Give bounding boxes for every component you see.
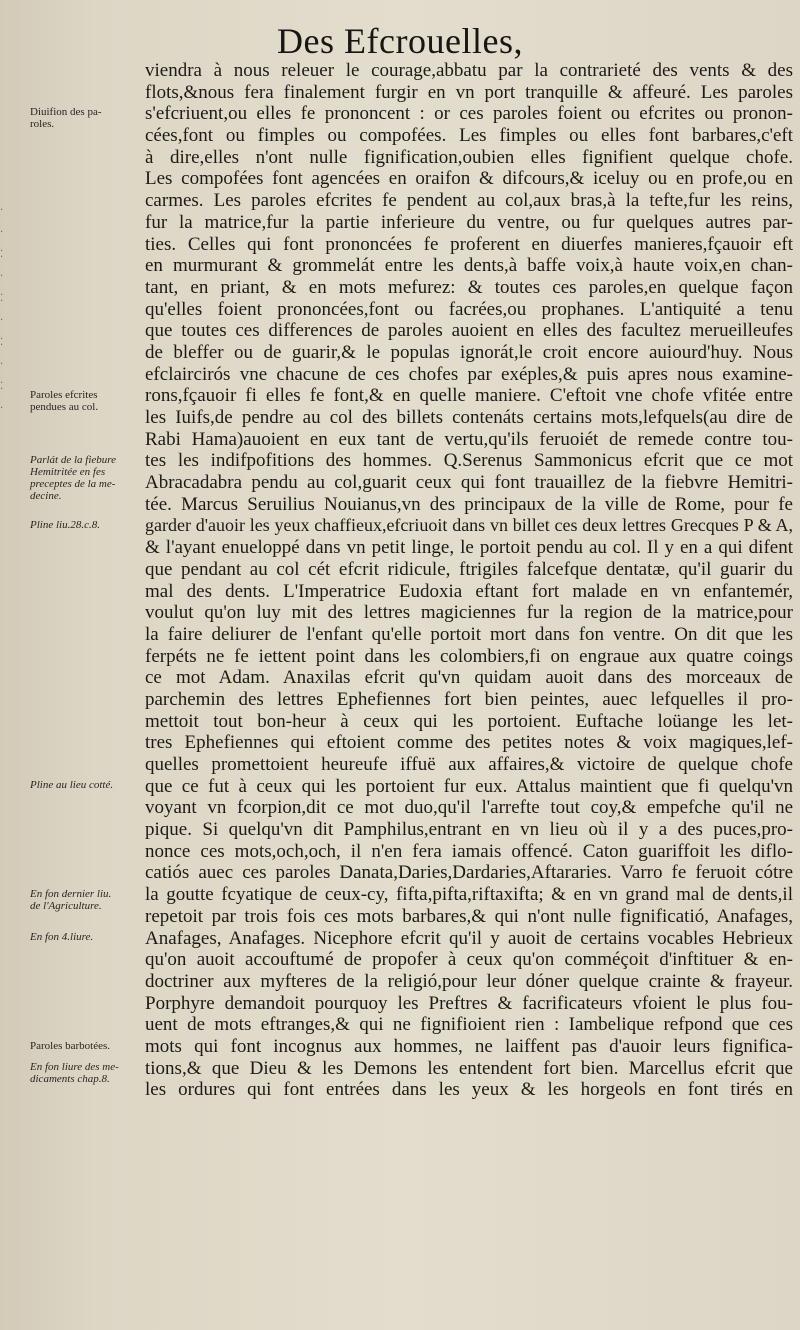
text-line: que pendant au col cét efcrit ridicule, ftrigiles falcefque dentatæ, qu'il guarir du <box>145 558 793 580</box>
margin-note-line: dicaments chap.8. <box>30 1073 110 1086</box>
margin-note-line: preceptes de la me- <box>30 477 116 490</box>
margin-note-line: En fon dernier liu. <box>30 887 112 900</box>
margin-note <box>30 888 142 912</box>
page-edge-marks: · · ⁚ · ⁚ · ⁚ · ⁚ · <box>0 205 4 414</box>
text-line: rons,fçauoir fi elles fe font,& en quelle maniere. C'eftoit vne chofe vfitée entre <box>145 385 793 407</box>
text-line: Porphyre demandoit pourquoy les Preftres & facrificateurs vfoient le plus fou- <box>145 992 793 1014</box>
margin-note-line: Pline liu.28.c.8. <box>30 518 100 531</box>
text-line: quelles promettoient heureufe iffuë aux affaires,& victoire de quelque chofe <box>145 754 793 775</box>
text-line: nonce ces mots,och,och, il n'en fera iamais offencé. Caton guariffoit les diflo- <box>145 840 793 862</box>
page-title: Des Efcrouelles, <box>277 21 523 61</box>
margin-note-line: Parlát de la fiebure <box>30 453 117 466</box>
text-line: mal des dents. L'Imperatrice Eudoxia eftant fort malade en vn enfantemér, <box>145 580 793 602</box>
text-line: mots qui font incognus aux hommes, ne laiffent pas d'auoir leurs fignifica- <box>145 1035 793 1057</box>
text-line: repetoit par trois fois ces mots barbares,& qui n'ont nulle fignificatió, Anafages, <box>145 905 793 927</box>
margin-note <box>30 1061 142 1085</box>
margin-note <box>30 931 142 943</box>
margin-note <box>30 106 142 130</box>
text-line: les Iuifs,de pendre au col des billets contenáts certains mots,lefquels(au dire de <box>145 407 793 428</box>
text-line: s'efcriuent,ou elles fe prononcent : or ces paroles foient ou efcrites ou pronon- <box>145 103 793 125</box>
text-line: tes les indifpofitions des hommes. Q.Serenus Sammonicus efcrit que ce mot <box>145 450 793 472</box>
margin-note-line: de l'Agriculture. <box>30 899 102 912</box>
text-line: catiós auec ces paroles Danata,Daries,Dardaries,Aftararies. Varro fe feruoit cótre <box>145 862 793 884</box>
margin-note-line: En fon liure des me- <box>30 1061 119 1074</box>
text-line: parchemin des lettres Ephefiennes fort bien peintes, auec lefquelles il pro- <box>145 688 793 710</box>
text-line: en murmurant & grommelát entre les dents,à baffe voix,à haute voix,en chan- <box>145 255 793 277</box>
text-line: tée. Marcus Seruilius Nouianus,vn des principaux de la ville de Rome, pour fe <box>145 493 793 515</box>
text-line: que ce fut à ceux qui les portoient fur eux. Attalus maintient que fi quelqu'vn <box>145 775 793 797</box>
text-line: & l'ayant enueloppé dans vn petit linge, le portoit pendu au col. Il y en a qui difent <box>145 537 793 559</box>
text-line: qu'elles foient prononcées,font ou facrées,ou prophanes. L'antiquité a tenu <box>145 298 793 320</box>
text-line: Abracadabra pendu au col,guarit ceux qui font trauaillez de la fiebvre Hemitri- <box>145 472 793 494</box>
text-line: la goutte fcyatique de ceux-cy, fifta,pifta,riftaxifta; & en vn grand mal de dents,il <box>145 884 793 906</box>
text-line: flots,&nous fera finalement furgir en vn port tranquille & affeuré. Les paroles <box>145 81 793 103</box>
text-line: de bleffer ou de guarir,& le populas ignorát,le croit encore auiourd'huy. Nous <box>145 341 793 363</box>
margin-note-line: Pline au lieu cotté. <box>30 779 114 792</box>
margin-note <box>30 779 142 791</box>
text-line: garder d'auoir les yeux chaffieux,efcriuoit dans vn billet ces deux lettres Grecques P & A, <box>145 515 793 536</box>
margin-note <box>30 454 142 502</box>
margin-note <box>30 1040 142 1052</box>
margin-note-line: roles. <box>30 118 55 131</box>
body-text <box>145 60 793 1101</box>
text-line: qu'on auoit accouftumé de propofer à ceux qu'on comméçoit d'inftituer & en- <box>145 949 793 971</box>
text-line: Les compofées font agencées en oraifon & difcours,& iceluy ou en profe,ou en <box>145 168 793 190</box>
text-line: uent de mots eftranges,& qui ne fignifioient rien : Iambelique refpond que ces <box>145 1014 793 1036</box>
margin-note-line: pendues au col. <box>30 400 99 413</box>
text-line: ferpéts ne fe iettent point dans les colombiers,fi on engraue aux quatre coings <box>145 645 793 667</box>
text-line: Anafages, Anafages. Nicephore efcrit qu'il y auoit de certains vocables Hebrieux <box>145 927 793 949</box>
text-line: que toutes ces differences de paroles auoient en elles des facultez merueilleufes <box>145 320 793 342</box>
text-line: ties. Celles qui font prononcées fe proferent en diuerfes manieres,fçauoir eft <box>145 233 793 255</box>
text-line: voyant vn fcorpion,dit ce mot duo,qu'il l'arrefte tout coy,& empefche qu'il ne <box>145 797 793 819</box>
margin-note-line: Paroles barbotées. <box>30 1039 111 1052</box>
margin-note <box>30 519 142 531</box>
margin-note <box>30 389 142 413</box>
margin-note-line: Diuifion des pa- <box>30 106 102 119</box>
text-line: tant, en priant, & en mots mefurez: & toutes ces paroles,en quelque façon <box>145 276 793 298</box>
text-line: pique. Si quelqu'vn dit Pamphilus,entrant en vn lieu où il y a des puces,pro- <box>145 819 793 841</box>
text-line: mettoit tout bon-heur à ceux qui les portoient. Euftache loüange les let- <box>145 710 793 732</box>
text-line: cées,font ou fimples ou compofées. Les fimples ou elles font barbares,c'eft <box>145 125 793 147</box>
text-line: efclaircirós vne chacune de ces chofes par exéples,& puis apres nous examine- <box>145 363 793 385</box>
text-line: carmes. Les paroles efcrites fe pendent au col,aux bras,à la tefte,fur les reins, <box>145 190 793 212</box>
text-line: ce mot Adam. Anaxilas efcrit qu'vn quidam auoit dans des morceaux de <box>145 667 793 689</box>
text-line: viendra à nous releuer le courage,abbatu par la contrarieté des vents & des <box>145 60 793 81</box>
text-line: voulut qu'on luy mit des lettres magiciennes fur la region de la matrice,pour <box>145 602 793 624</box>
margin-note-line: Hemitritée en fes <box>30 465 106 478</box>
text-line: la faire deliurer de l'enfant qu'elle portoit mort dans fon ventre. On dit que les <box>145 623 793 645</box>
text-line: les ordures qui font entrées dans les yeux & les horgeols en font tirés en <box>145 1079 793 1101</box>
text-line: tions,& que Dieu & les Demons les entendent fort bien. Marcellus efcrit que <box>145 1057 793 1079</box>
margin-notes <box>0 0 145 1330</box>
text-line: à dire,elles n'ont nulle fignification,oubien elles fignifient quelque chofe. <box>145 146 793 168</box>
margin-note-line: En fon 4.liure. <box>30 931 94 943</box>
text-line: Rabi Hama)auoient en eux tant de vertu,qu'ils feruoiét de remede contre tou- <box>145 428 793 450</box>
margin-note-line: decine. <box>30 489 62 502</box>
text-line: tres Ephefiennes qui eftoient comme des petites notes & voix magiques,lef- <box>145 732 793 754</box>
text-line: doctriner aux myfteres de la religió,pour leur dóner quelque crainte & frayeur. <box>145 970 793 992</box>
margin-note-line: Paroles efcrites <box>30 388 98 401</box>
text-line: fur la matrice,fur la partie inferieure du ventre, ou fur quelques autres par- <box>145 211 793 233</box>
